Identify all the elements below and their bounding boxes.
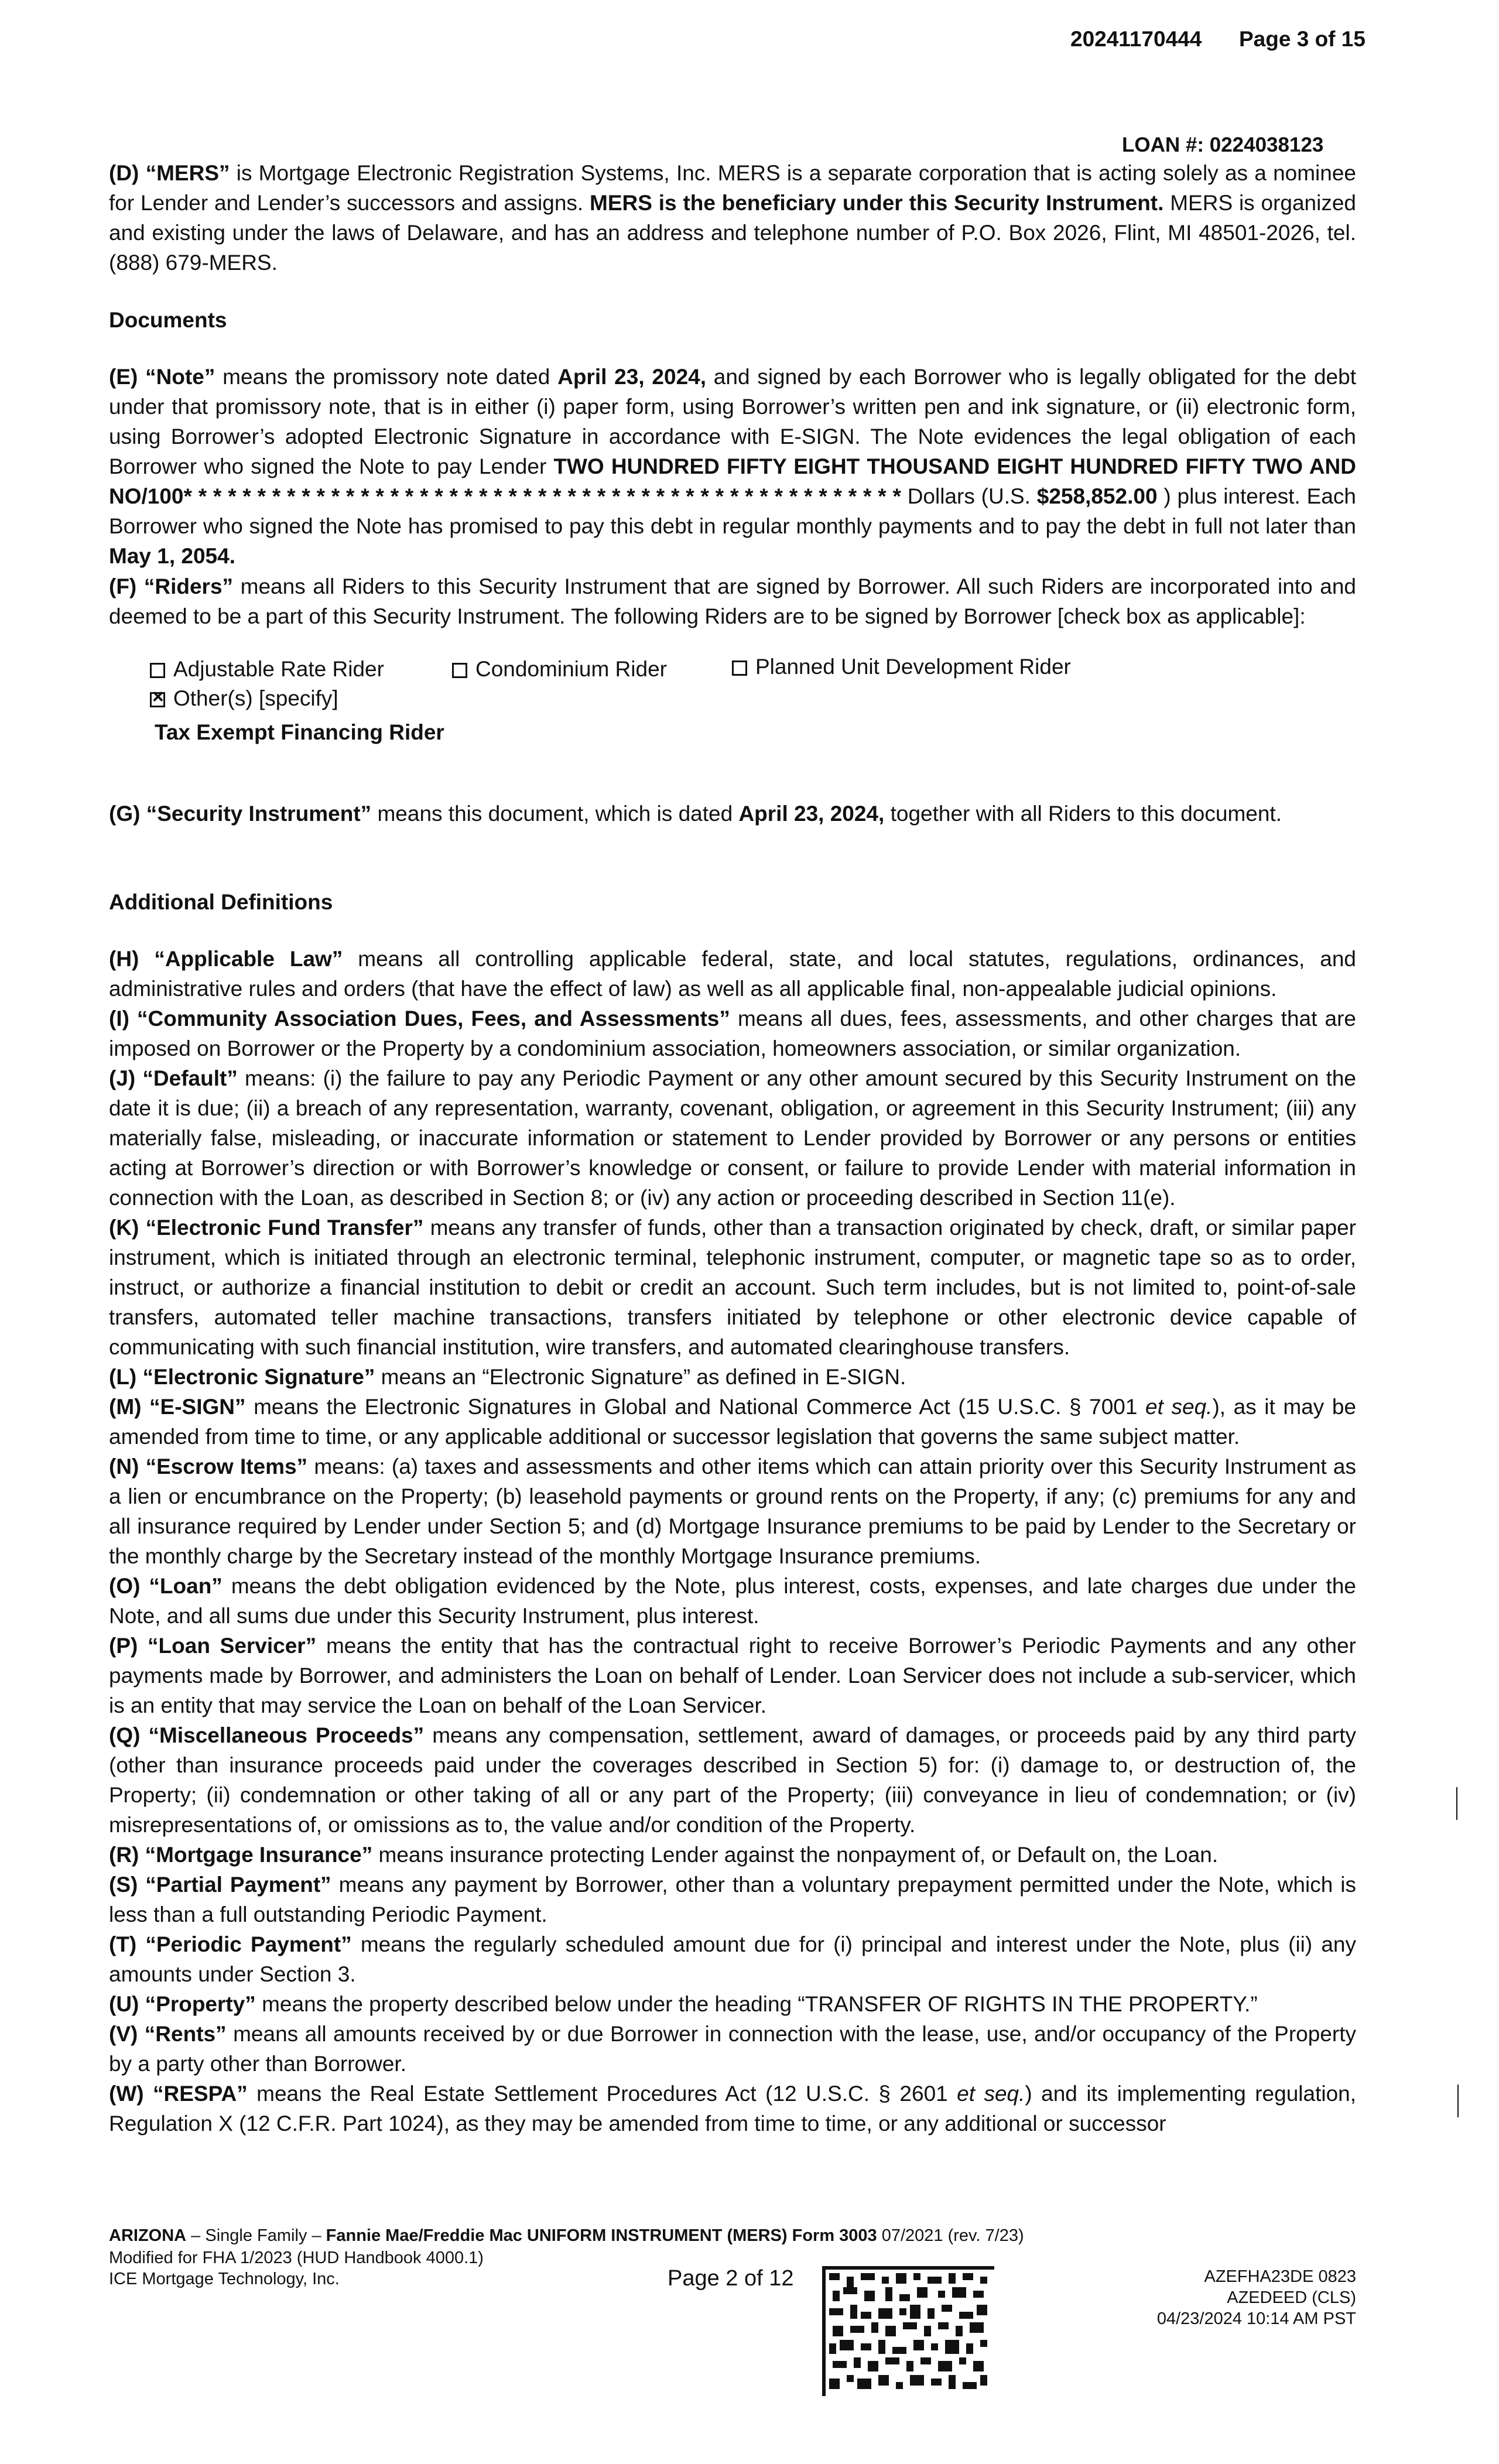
definition-text: means the regularly scheduled amount due for (i) principal and interest under the Note, plus (ii) any amounts under Section 3. bbox=[109, 1932, 1356, 1986]
definition-term: (J) “Default” bbox=[109, 1066, 238, 1090]
definition-o bbox=[109, 1571, 1356, 1631]
definition-term: (I) “Community Association Dues, Fees, and Assessments” bbox=[109, 1007, 730, 1031]
note-date: April 23, 2024, bbox=[557, 365, 706, 389]
definition-text: Dollars (U.S. bbox=[901, 484, 1037, 508]
definition-l bbox=[109, 1362, 1356, 1392]
definitions-list bbox=[109, 944, 1356, 2138]
definition-term: (Q) “Miscellaneous Proceeds” bbox=[109, 1723, 425, 1747]
definition-text: means this document, which is dated bbox=[371, 802, 739, 826]
definition-u bbox=[109, 1989, 1356, 2019]
definition-text: means the property described below under the heading “TRANSFER OF RIGHTS IN THE PROPERTY.” bbox=[255, 1992, 1258, 2016]
definition-term: (E) “Note” bbox=[109, 365, 215, 389]
definition-s bbox=[109, 1870, 1356, 1929]
definition-text: means all controlling applicable federal, state, and local statutes, regulations, ordinances, and administrative rules and orders (that have the effect of law) as well as all applicable final, non-appealable judicial opinions. bbox=[109, 947, 1356, 1001]
definition-term: (D) “MERS” bbox=[109, 161, 230, 185]
definition-italic: et seq. bbox=[1145, 1395, 1213, 1419]
checkbox-unchecked[interactable] bbox=[452, 663, 467, 678]
definition-text: means insurance protecting Lender against the nonpayment of, or Default on, the Loan. bbox=[372, 1843, 1219, 1867]
form-title: Fannie Mae/Freddie Mac UNIFORM INSTRUMENT (MERS) Form 3003 bbox=[326, 2226, 877, 2245]
definition-text: ), as it may be amended from time to time, or any applicable additional or successor legislation that governs the same subject matter. bbox=[109, 1395, 1357, 1449]
definition-italic: et seq. bbox=[957, 2082, 1025, 2106]
definition-k bbox=[109, 1213, 1356, 1362]
definition-r bbox=[109, 1840, 1356, 1870]
definition-text: means any transfer of funds, other than a transaction originated by check, draft, or similar paper instrument, which is initiated through an electronic terminal, telephonic instrument, computer, or magnetic tape so as to order, instruct, or authorize a financial institution to debit or credit an account. Such term includes, but is not limited to, point-of-sale transfers, automated teller machine transactions, transfers initiated by telephone or other electronic device capable of communicating with such financial institution, wire transfers, and automated clearinghouse transfers. bbox=[109, 1216, 1357, 1359]
form-page-number: Page 2 of 12 bbox=[668, 2266, 794, 2291]
definition-text: means: (a) taxes and assessments and other items which can attain priority over this Security Instrument as a lien or encumbrance on the Property; (b) leasehold payments or ground rents on the Property, if any; (c) premiums for any and all insurance required by Lender under Section 5; and (d) Mortgage Insurance premiums to be paid by Lender to the Secretary or the monthly charge by the Secretary instead of the monthly Mortgage Insurance premiums. bbox=[109, 1455, 1357, 1568]
rider-option-condo[interactable] bbox=[452, 657, 667, 682]
definition-term: (M) “E-SIGN” bbox=[109, 1395, 246, 1419]
definition-q bbox=[109, 1720, 1356, 1840]
scan-mark bbox=[1457, 2085, 1459, 2117]
page-count: Page 3 of 15 bbox=[1239, 27, 1365, 51]
barcode-icon bbox=[822, 2266, 994, 2396]
rider-label: Other(s) [specify] bbox=[173, 686, 338, 710]
definition-v bbox=[109, 2019, 1356, 2079]
definition-term: (K) “Electronic Fund Transfer” bbox=[109, 1216, 424, 1240]
definition-i bbox=[109, 1004, 1356, 1063]
definition-term: (H) “Applicable Law” bbox=[109, 947, 343, 971]
rider-label: Planned Unit Development Rider bbox=[755, 655, 1071, 679]
definition-term: (P) “Loan Servicer” bbox=[109, 1634, 317, 1658]
definition-g bbox=[109, 799, 1356, 829]
definition-p bbox=[109, 1631, 1356, 1720]
amount-words: TWO HUNDRED FIFTY EIGHT THOUSAND EIGHT HUNDRED FIFTY TWO AND NO/100 bbox=[109, 454, 1356, 508]
definition-text: means all dues, fees, assessments, and other charges that are imposed on Borrower or the Property by a condominium association, homeowners association, or similar organization. bbox=[109, 1007, 1356, 1060]
definition-text: and signed by each Borrower who is legally obligated for the debt under that promissory note, that is in either (i) paper form, using Borrower’s written pen and ink signature, or (ii) electronic form, using Borrower’s adopted Electronic Signature in accordance with E-SIGN. The Note evidences the legal obligation of each Borrower who signed the Note to pay Lender bbox=[109, 365, 1356, 478]
definition-term: (F) “Riders” bbox=[109, 574, 234, 598]
definition-emphasis: MERS is the beneficiary under this Security Instrument. bbox=[590, 191, 1164, 215]
checkbox-unchecked[interactable] bbox=[150, 663, 165, 678]
definition-text: means all amounts received by or due Borrower in connection with the lease, use, and/or occupancy of the Property by a party other than Borrower. bbox=[109, 2022, 1356, 2076]
definition-text: means the debt obligation evidenced by the Note, plus interest, costs, expenses, and late charges due under the Note, and all sums due under this Security Instrument, plus interest. bbox=[109, 1574, 1356, 1628]
definition-n bbox=[109, 1452, 1356, 1571]
form-code-secondary: AZEDEED (CLS) bbox=[1227, 2288, 1356, 2307]
form-revision: 07/2021 (rev. 7/23) bbox=[877, 2226, 1024, 2245]
instrument-date: April 23, 2024, bbox=[738, 802, 885, 826]
form-timestamp: 04/23/2024 10:14 AM PST bbox=[1156, 2309, 1356, 2328]
definition-text: means all Riders to this Security Instrument that are signed by Borrower. All such Riders are incorporated into and deemed to be a part of this Security Instrument. The following Riders are to be signed by Borrower [check box as applicable]: bbox=[109, 574, 1356, 628]
scan-mark bbox=[1456, 1787, 1457, 1820]
definition-f bbox=[109, 571, 1356, 631]
definition-term: (R) “Mortgage Insurance” bbox=[109, 1843, 373, 1867]
checkbox-checked[interactable] bbox=[150, 692, 165, 707]
definition-text: means the promissory note dated bbox=[215, 365, 558, 389]
definition-text: means: (i) the failure to pay any Periodic Payment or any other amount secured by this Security Instrument on the date it is due; (ii) a breach of any representation, warranty, covenant, obligation, or agreement in this Security Instrument; (iii) any materially false, misleading, or inaccurate information or statement to Lender provided by Borrower or any persons or entities acting at Borrower’s direction or with Borrower’s knowledge or consent, or failure to provide Lender with material information in connection with the Loan, as described in Section 8; or (iv) any action or proceeding described in Section 11(e). bbox=[109, 1066, 1357, 1210]
rider-option-other[interactable] bbox=[150, 686, 338, 711]
definition-term: (G) “Security Instrument” bbox=[109, 802, 372, 826]
definition-text: means any compensation, settlement, award of damages, or proceeds paid by any third party (other than insurance proceeds paid under the coverages described in Section 5) for: (i) damage to, or destruction of, the Property; (ii) condemnation or other taking of all or any part of the Property; (iii) conveyance in lieu of condemnation; or (iv) misrepresentations of, or omissions as to, the value and/or condition of the Property. bbox=[109, 1723, 1356, 1837]
definition-term: (S) “Partial Payment” bbox=[109, 1873, 331, 1897]
form-identification bbox=[109, 2225, 1024, 2246]
checkbox-unchecked[interactable] bbox=[732, 661, 747, 676]
form-state: ARIZONA bbox=[109, 2226, 187, 2245]
definition-term: (T) “Periodic Payment” bbox=[109, 1932, 352, 1956]
definition-term: (L) “Electronic Signature” bbox=[109, 1365, 375, 1389]
form-code: AZEFHA23DE 0823 bbox=[1204, 2267, 1356, 2286]
form-publisher: ICE Mortgage Technology, Inc. bbox=[109, 2270, 340, 2288]
recording-number: 20241170444 bbox=[1070, 27, 1202, 51]
definition-w bbox=[109, 2079, 1356, 2138]
definition-term: (V) “Rents” bbox=[109, 2022, 227, 2046]
definition-m bbox=[109, 1392, 1356, 1452]
definition-term: (W) “RESPA” bbox=[109, 2082, 248, 2106]
definition-t bbox=[109, 1929, 1356, 1989]
definition-term: (N) “Escrow Items” bbox=[109, 1455, 308, 1479]
loan-number: LOAN #: 0224038123 bbox=[1122, 134, 1324, 156]
rider-label: Adjustable Rate Rider bbox=[173, 657, 384, 681]
definition-term: (O) “Loan” bbox=[109, 1574, 223, 1598]
definition-text: means the Real Estate Settlement Procedures Act (12 U.S.C. § 2601 bbox=[247, 2082, 957, 2106]
definition-term: (U) “Property” bbox=[109, 1992, 256, 2016]
definition-text: means the Electronic Signatures in Global and National Commerce Act (15 U.S.C. § 7001 bbox=[245, 1395, 1146, 1419]
definition-text: means the entity that has the contractual right to receive Borrower’s Periodic Payments and any other payments made by Borrower, and administers the Loan on behalf of Lender. Loan Servicer does not include a sub-servicer, which is an entity that may service the Loan on behalf of the Loan Servicer. bbox=[109, 1634, 1356, 1717]
definition-text: ) and its implementing regulation, Regulation X (12 C.F.R. Part 1024), as they may be amended from time to time, or any additional or successor bbox=[109, 2082, 1357, 2136]
definition-text: means an “Electronic Signature” as defined in E-SIGN. bbox=[375, 1365, 906, 1389]
rider-option-arm[interactable] bbox=[150, 657, 384, 682]
rider-label: Condominium Rider bbox=[475, 657, 667, 681]
definition-d bbox=[109, 158, 1356, 278]
loan-amount: $258,852.00 bbox=[1036, 484, 1158, 508]
other-rider-name: Tax Exempt Financing Rider bbox=[155, 720, 444, 744]
asterisk-fill: * * * * * * * * * * * * * * * * * * * * * * * * * * * * * * * * * * * * * * * * * * * * * * * * * bbox=[183, 484, 901, 508]
additional-definitions-heading: Additional Definitions bbox=[109, 890, 333, 914]
maturity-date: May 1, 2054. bbox=[109, 544, 235, 568]
definition-h bbox=[109, 944, 1356, 1004]
definition-text: means any payment by Borrower, other than a voluntary prepayment permitted under the Note, which is less than a full outstanding Periodic Payment. bbox=[109, 1873, 1356, 1926]
definition-text: MERS is organized and existing under the laws of Delaware, and has an address and telephone number of P.O. Box 2026, Flint, MI 48501-2026, tel. (888) 679-MERS. bbox=[109, 191, 1357, 275]
form-modification: Modified for FHA 1/2023 (HUD Handbook 4000.1) bbox=[109, 2249, 484, 2267]
form-type: – Single Family – bbox=[186, 2226, 326, 2245]
definition-text: ) plus interest. Each Borrower who signed the Note has promised to pay this debt in regular monthly payments and to pay the debt in full not later than bbox=[109, 484, 1356, 538]
definition-e bbox=[109, 362, 1356, 571]
definition-text: is Mortgage Electronic Registration Systems, Inc. MERS is a separate corporation that is acting solely as a nominee for Lender and Lender’s successors and assigns. bbox=[109, 161, 1356, 215]
rider-option-pud[interactable] bbox=[732, 655, 1071, 679]
documents-heading: Documents bbox=[109, 308, 227, 332]
definition-text: together with all Riders to this document. bbox=[884, 802, 1282, 826]
definition-j bbox=[109, 1063, 1356, 1213]
